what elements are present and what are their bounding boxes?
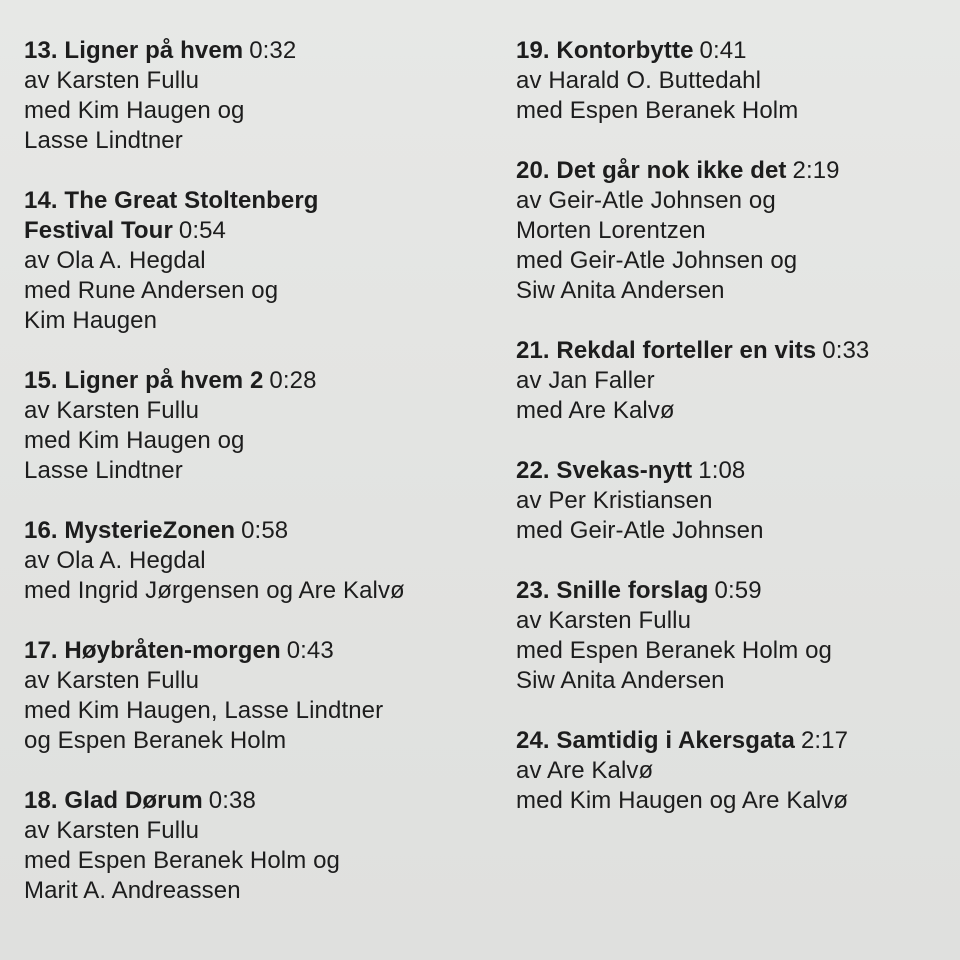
track-duration: 0:43 [286, 637, 334, 664]
track-title: 14. The Great Stoltenberg [24, 187, 319, 214]
track-credit-line: Marit A. Andreassen [24, 877, 241, 904]
track-credit-line: av Are Kalvø [516, 757, 654, 784]
track-duration: 0:41 [699, 37, 747, 64]
track-duration: 0:33 [822, 337, 870, 364]
track-title-line [24, 186, 484, 216]
track-duration: 0:54 [178, 217, 227, 244]
track-credit-line: og Espen Beranek Holm [24, 727, 287, 754]
track-credit-line: av Per Kristiansen [516, 487, 713, 514]
track-credit-line: av Geir-Atle Johnsen og [516, 187, 776, 214]
track-title-line [516, 576, 960, 606]
track-title-line [516, 456, 960, 486]
track-title: 16. MysterieZonen [24, 517, 236, 544]
track-credit-line: av Karsten Fullu [24, 397, 200, 424]
track-credit-line: med Kim Haugen og [24, 427, 245, 454]
track-title: 23. Snille forslag [516, 577, 709, 604]
track-title: 18. Glad Dørum [24, 787, 203, 814]
track-credit-line: Siw Anita Andersen [516, 277, 725, 304]
track-column-left [24, 36, 484, 906]
track-credit-line: med Geir-Atle Johnsen og [516, 247, 798, 274]
track-title: 15. Ligner på hvem 2 [24, 367, 264, 394]
track-credit-line: med Geir-Atle Johnsen [516, 517, 764, 544]
track-credit-line: av Ola A. Hegdal [24, 247, 206, 274]
track-duration: 0:59 [714, 577, 762, 604]
track-credit-line: av Karsten Fullu [24, 67, 200, 94]
track-entry [516, 576, 960, 696]
track-entry [516, 36, 960, 126]
track-title-line [24, 216, 484, 246]
track-entry [516, 456, 960, 546]
track-credit-line: med Kim Haugen og [24, 97, 245, 124]
track-title-line [24, 516, 484, 546]
track-credit-line: med Are Kalvø [516, 397, 675, 424]
track-credit-line: med Rune Andersen og [24, 277, 279, 304]
track-credit-line: med Espen Beranek Holm [516, 97, 799, 124]
track-credit-line: med Espen Beranek Holm og [24, 847, 340, 874]
track-title: 19. Kontorbytte [516, 37, 694, 64]
track-credit-line: Lasse Lindtner [24, 127, 183, 154]
track-credit-line: med Ingrid Jørgensen og Are Kalvø [24, 577, 405, 604]
track-entry [24, 36, 484, 156]
track-title: 20. Det går nok ikke det [516, 157, 787, 184]
track-title-line [516, 726, 960, 756]
track-credit-line: med Kim Haugen og Are Kalvø [516, 787, 849, 814]
track-title-line [516, 336, 960, 366]
track-title: 21. Rekdal forteller en vits [516, 337, 817, 364]
track-credit-line: Kim Haugen [24, 307, 158, 334]
track-title-line [516, 36, 960, 66]
track-duration: 0:58 [241, 517, 289, 544]
track-credit-line: av Karsten Fullu [24, 667, 200, 694]
track-title: 17. Høybråten-morgen [24, 637, 281, 664]
track-credit-line: Morten Lorentzen [516, 217, 706, 244]
track-column-right [516, 36, 960, 816]
track-title: 13. Ligner på hvem [24, 37, 244, 64]
track-credit-line: med Espen Beranek Holm og [516, 637, 832, 664]
track-entry [24, 636, 484, 756]
track-credit-line: av Jan Faller [516, 367, 655, 394]
track-duration: 2:19 [792, 157, 840, 184]
track-title: 24. Samtidig i Akersgata [516, 727, 795, 754]
track-entry [24, 366, 484, 486]
track-credit-line: av Karsten Fullu [516, 607, 692, 634]
track-credit-line: av Ola A. Hegdal [24, 547, 206, 574]
track-entry [24, 786, 484, 906]
track-entry [24, 516, 484, 606]
track-duration: 0:28 [269, 367, 317, 394]
track-credit-line: Siw Anita Andersen [516, 667, 725, 694]
track-duration: 0:32 [249, 37, 297, 64]
track-title-line [24, 636, 484, 666]
track-credit-line: av Karsten Fullu [24, 817, 200, 844]
track-title: 22. Svekas-nytt [516, 457, 693, 484]
track-title-line [24, 36, 484, 66]
track-credit-line: Lasse Lindtner [24, 457, 183, 484]
track-title-line [516, 156, 960, 186]
track-duration: 2:17 [800, 727, 849, 754]
track-title-line [24, 366, 484, 396]
track-duration: 0:38 [208, 787, 256, 814]
track-entry [24, 186, 484, 336]
track-title-line [24, 786, 484, 816]
track-duration: 1:08 [698, 457, 746, 484]
track-entry [516, 336, 960, 426]
track-credit-line: med Kim Haugen, Lasse Lindtner [24, 697, 384, 724]
track-entry [516, 156, 960, 306]
track-credit-line: av Harald O. Buttedahl [516, 67, 762, 94]
track-title: Festival Tour [24, 217, 173, 244]
track-entry [516, 726, 960, 816]
